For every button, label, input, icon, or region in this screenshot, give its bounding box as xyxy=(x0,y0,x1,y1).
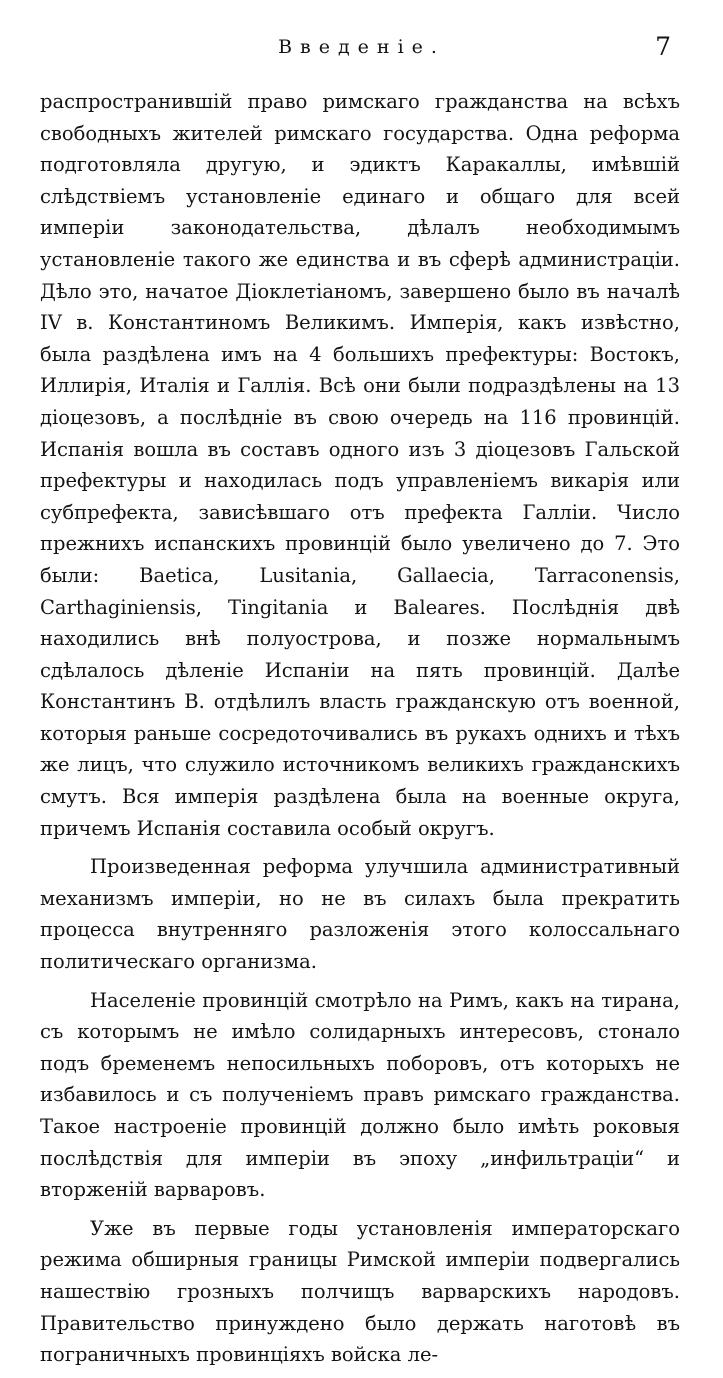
paragraph-continuation: распространившій право римскаго гражданства на всѣхъ свободныхъ жителей римскаго государства. Одна реформа подготовляла другую, и эдиктъ Каракаллы, имѣвшій слѣдствіемъ установленіе единаго и общаго для всей имперіи законодательства, дѣлалъ необходимымъ установленіе такого же единства и въ сферѣ администраціи. Дѣло это, начатое Діоклетіаномъ, завершено было въ началѣ IV в. Константиномъ Великимъ. Имперія, какъ извѣстно, была раздѣлена имъ на 4 большихъ префектуры: Востокъ, Иллирія, Италія и Галлія. Всѣ они были подраздѣлены на 13 діоцезовъ, а послѣдніе въ свою очередь на 116 провинцій. Испанія вошла въ составъ одного изъ 3 діоцезовъ Гальской префектуры и находилась подъ управленіемъ викарія или субпрефекта, зависѣвшаго отъ префекта Галліи. Число прежнихъ испанскихъ провинцій было увеличено до 7. Это были: Baetica, Lusitania, Gallaecia, Tarraconensis, Carthaginiensis, Tingitania и Baleares. Послѣднія двѣ находились внѣ полуострова, и позже нормальнымъ сдѣлалось дѣленіе Испаніи на пять провинцій. Далѣе Константинъ В. отдѣлилъ власть гражданскую отъ военной, которыя раньше сосредоточивались въ рукахъ однихъ и тѣхъ же лицъ, что служило источникомъ великихъ гражданскихъ смутъ. Вся имперія раздѣлена была на военные округа, причемъ Испанія составила особый округъ. xyxy=(40,90,680,840)
running-title: Введеніе. xyxy=(278,36,445,58)
page-number: 7 xyxy=(655,32,671,61)
paragraph-provinces: Населеніе провинцій смотрѣло на Римъ, какъ на тирана, съ которымъ не имѣло солидарныхъ интересовъ, стонало подъ бременемъ непосильныхъ поборовъ, отъ которыхъ не избавилось и съ полученіемъ правъ римскаго гражданства. Такое настроеніе провинцій должно было имѣть роковыя послѣдствія для имперіи въ эпоху „инфильтраціи“ и вторженій варваровъ. xyxy=(40,988,680,1202)
paragraph-reform: Произведенная реформа улучшила административный механизмъ имперіи, но не въ силахъ была прекратить процесса внутренняго разложенія этого колоссальнаго политическаго организма. xyxy=(40,855,680,974)
paragraph-barbarians: Уже въ первые годы установленія императорскаго режима обширныя границы Римской имперіи подвергались нашествію грозныхъ полчищъ варварскихъ народовъ. Правительство принуждено было держать наготовѣ въ пограничныхъ провинціяхъ войска ле- xyxy=(40,1216,680,1367)
running-head xyxy=(40,32,683,66)
body-text xyxy=(40,86,680,1378)
